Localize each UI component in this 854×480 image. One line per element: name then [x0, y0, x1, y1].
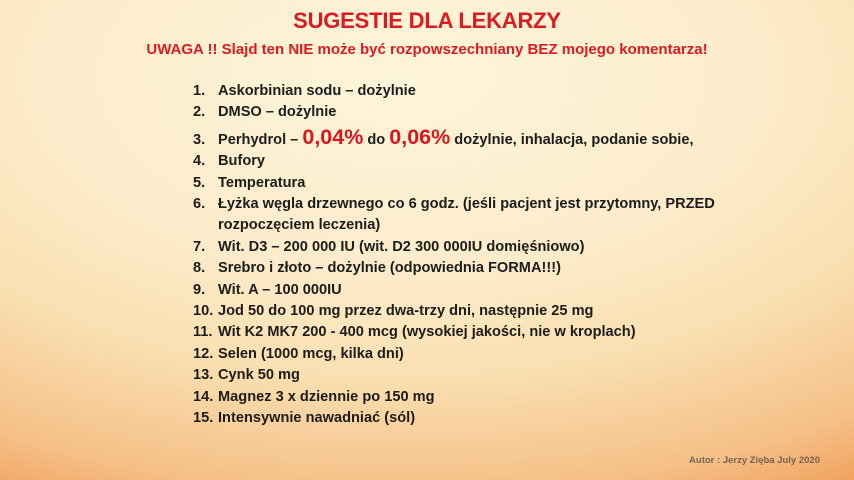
- list-item: [193, 258, 779, 279]
- item-text: [218, 151, 778, 172]
- item-text-segment: DMSO – dożylnie: [218, 104, 337, 121]
- list-item: [193, 280, 779, 301]
- item-number: 11.: [193, 324, 213, 341]
- item-number: 10.: [193, 303, 214, 320]
- item-text-segment: Magnez 3 x dziennie po 150 mg: [218, 388, 435, 405]
- item-text-segment: Łyżka węgla drzewnego co 6 godz. (jeśli pacjent jest przytomny, PRZED rozpoczęciem leczenia): [218, 196, 719, 234]
- list-item: [193, 102, 779, 123]
- item-number: 3.: [193, 131, 206, 148]
- item-text-segment: Srebro i złoto – dożylnie (odpowiednia FORMA!!!): [218, 260, 561, 277]
- dosage-percentage: 0,06%: [389, 124, 451, 149]
- item-text-segment: dożylnie, inhalacja, podanie sobie,: [450, 131, 694, 148]
- item-text: [218, 237, 778, 258]
- item-text-segment: Wit K2 MK7 200 - 400 mcg (wysokiej jakości, nie w kroplach): [218, 324, 636, 341]
- item-number: 15.: [193, 410, 214, 427]
- item-number: 9.: [193, 281, 206, 298]
- list-item: [193, 322, 779, 343]
- item-number: 12.: [193, 345, 214, 362]
- item-number: 5.: [193, 174, 206, 191]
- item-number: 8.: [193, 260, 206, 277]
- item-text: [218, 258, 778, 279]
- item-number: 7.: [193, 238, 206, 255]
- item-text-segment: Wit. A – 100 000IU: [218, 281, 342, 298]
- item-number: 6.: [193, 196, 206, 213]
- item-number: 4.: [193, 153, 206, 170]
- item-number: 14.: [193, 388, 214, 405]
- list-item: [193, 387, 779, 408]
- item-text: [218, 81, 778, 102]
- warning-text: UWAGA !! Slajd ten NIE może być rozpowszechniany BEZ mojego komentarza!: [146, 41, 708, 58]
- list-item: [193, 408, 779, 429]
- item-text-segment: Selen (1000 mcg, kilka dni): [218, 345, 404, 362]
- list-item: [193, 237, 779, 258]
- dosage-percentage: 0,04%: [302, 124, 364, 149]
- list-item: [193, 151, 779, 172]
- item-text: [218, 280, 778, 301]
- list-item: [193, 173, 779, 194]
- item-text: [218, 124, 778, 151]
- item-number: 1.: [193, 83, 206, 99]
- item-text: [218, 194, 778, 237]
- item-text-segment: do: [363, 131, 390, 148]
- item-text-segment: Intensywnie nawadniać (sól): [218, 410, 416, 427]
- list-item: [193, 344, 779, 365]
- item-text: [218, 344, 778, 365]
- item-text-segment: Cynk 50 mg: [218, 367, 300, 384]
- item-text: [218, 365, 778, 386]
- item-text-segment: Temperatura: [218, 174, 306, 191]
- list-item: [193, 81, 779, 102]
- item-text: [218, 102, 778, 123]
- item-text-segment: Perhydrol –: [218, 131, 303, 148]
- list-item: [193, 124, 779, 151]
- list-item: [193, 301, 779, 322]
- slide-title: SUGESTIE DLA LEKARZY: [293, 8, 561, 33]
- item-text: [218, 173, 778, 194]
- item-text: [218, 387, 778, 408]
- item-number: 13.: [193, 367, 214, 384]
- item-text: [218, 322, 778, 343]
- item-text-segment: Jod 50 do 100 mg przez dwa-trzy dni, następnie 25 mg: [218, 303, 594, 320]
- item-text: [218, 408, 778, 429]
- item-text-segment: Wit. D3 – 200 000 IU (wit. D2 300 000IU domięśniowo): [218, 238, 585, 255]
- list-item: [193, 365, 779, 386]
- list-item: [193, 194, 779, 237]
- item-number: 2.: [193, 104, 206, 121]
- item-text-segment: Bufory: [218, 153, 266, 170]
- item-text-segment: Askorbinian sodu – dożylnie: [218, 83, 416, 99]
- item-text: [218, 301, 778, 322]
- suggestions-list: [193, 81, 779, 430]
- author-credit: Autor : Jerzy Zięba July 2020: [689, 455, 820, 466]
